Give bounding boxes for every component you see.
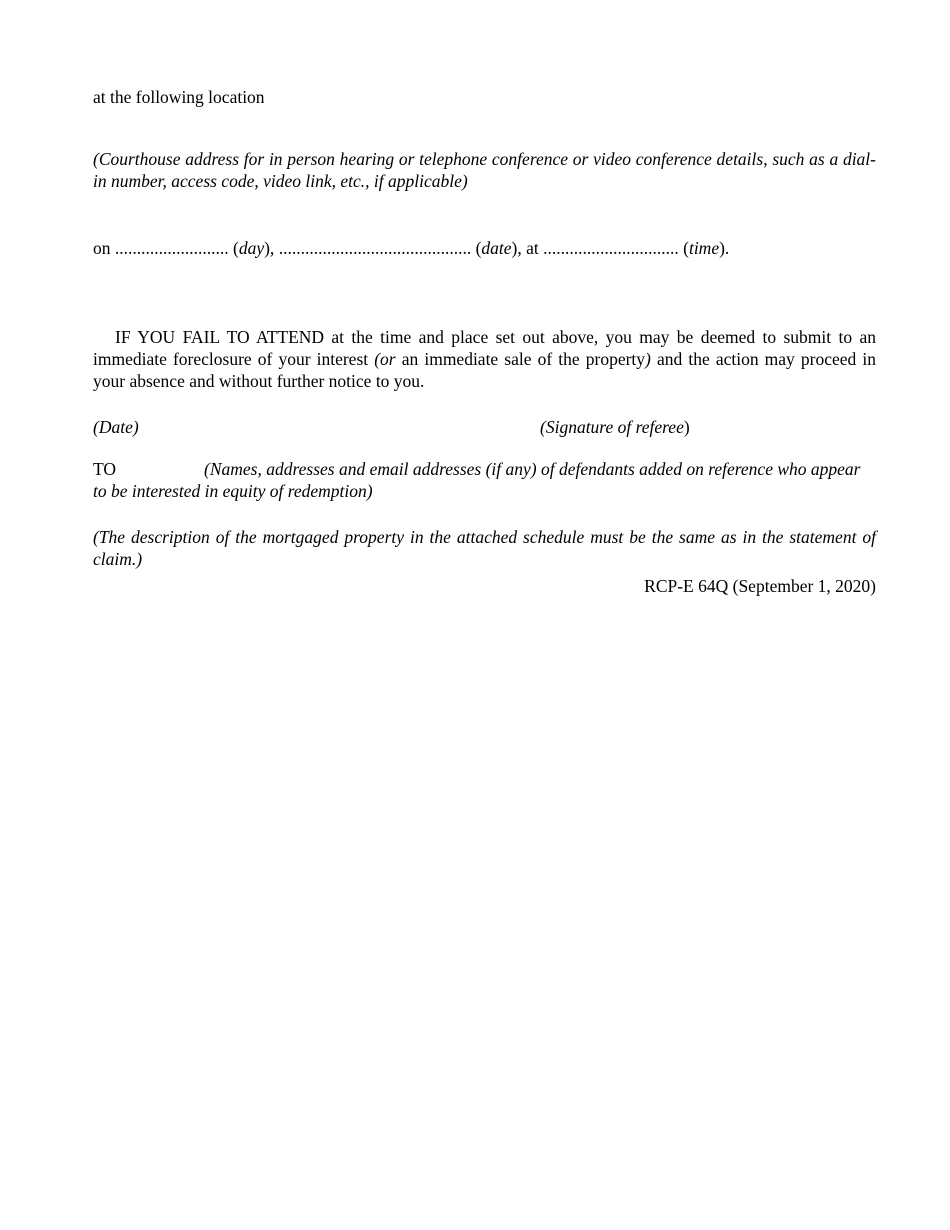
to-block xyxy=(93,458,876,502)
fail-text-or: (or xyxy=(374,349,396,369)
date-blank: ............................................ xyxy=(278,238,472,258)
referee-signature xyxy=(540,416,690,438)
fail-text-part2: an immediate sale of the property xyxy=(395,349,646,369)
document-page xyxy=(93,0,876,1230)
fail-text-part1: IF YOU FAIL TO ATTEND at the time and place set out above, you may be deemed to submit to an immediate foreclosure of your interest xyxy=(93,327,876,369)
location-label: at the following location xyxy=(93,87,265,107)
day-label: day xyxy=(238,238,265,258)
form-id: RCP-E 64Q (September 1, 2020) xyxy=(644,576,876,596)
location-hint: (Courthouse address for in person hearing or telephone conference or video conference details, such as a dial-in number, access code, video link, etc., if applicable) xyxy=(93,149,876,191)
day-blank: .......................... xyxy=(114,238,229,258)
to-label: TO xyxy=(93,459,117,479)
date-line: on .......................... (day), ............................................ (date), at ............................... (time). xyxy=(93,238,730,258)
description-note: (The description of the mortgaged property in the attached schedule must be the same as in the statement of claim.) xyxy=(93,527,876,569)
fail-text-part3: and the action may proceed in your absence and without further notice to you. xyxy=(93,349,876,391)
referee-signature-close: ) xyxy=(683,417,690,437)
signature-row xyxy=(93,416,876,438)
date-signature-label: (Date) xyxy=(93,417,139,437)
fail-to-attend-paragraph xyxy=(93,326,876,392)
time-label: time xyxy=(688,238,720,258)
date-label: date xyxy=(481,238,512,258)
time-blank: ............................... xyxy=(543,238,679,258)
to-text: (Names, addresses and email addresses (if any) of defendants added on reference who appear to be interested in equity of redemption) xyxy=(93,459,861,501)
referee-signature-label: (Signature of referee xyxy=(540,417,684,437)
on-label: on xyxy=(93,238,111,258)
fail-text-close-paren: ) xyxy=(645,349,651,369)
at-label: , at xyxy=(517,238,539,258)
